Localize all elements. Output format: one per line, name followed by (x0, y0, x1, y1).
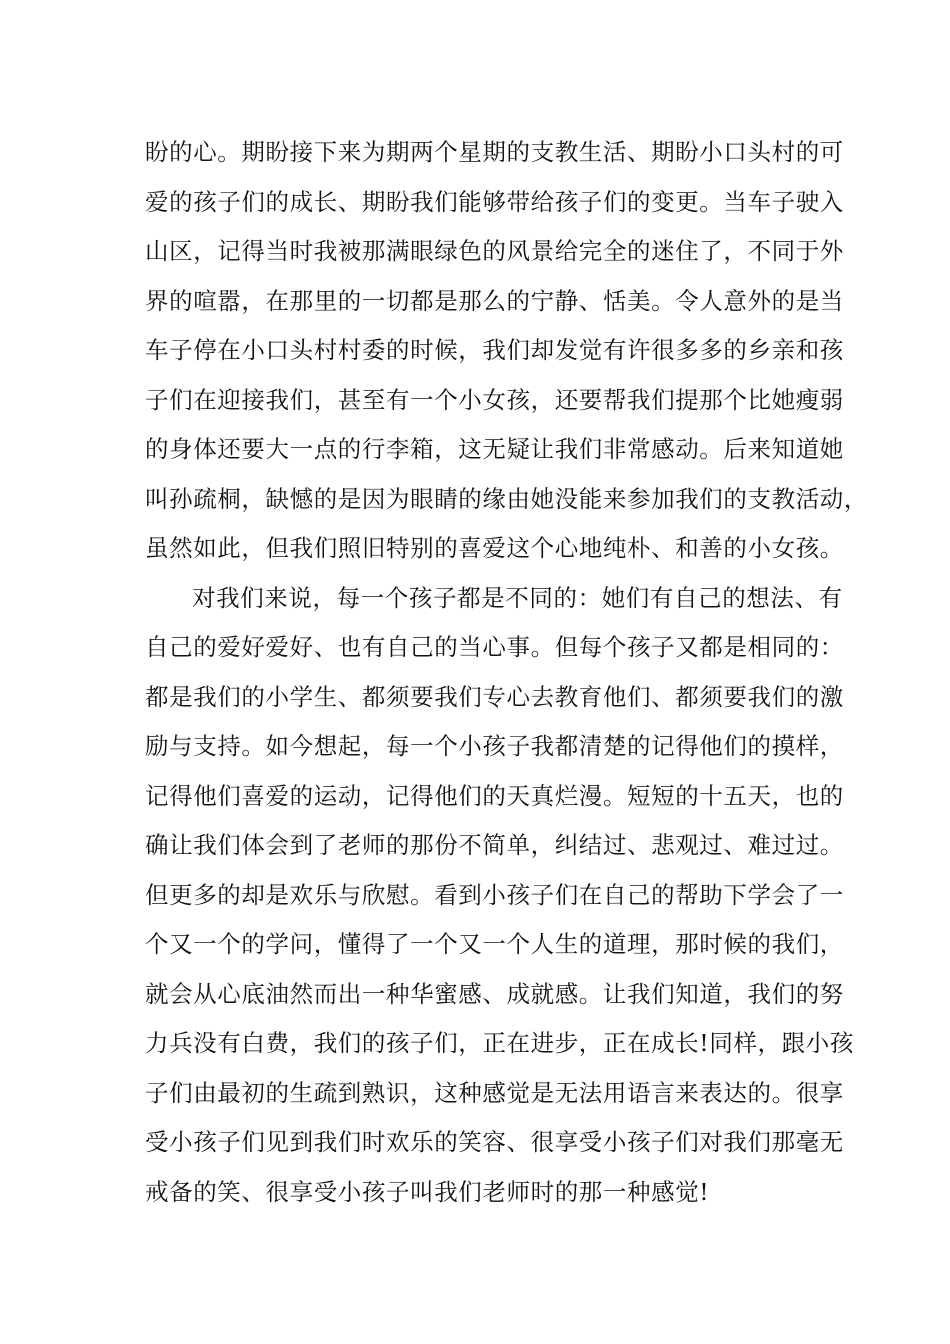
text-line: 山区，记得当时我被那满眼绿色的风景给完全的迷住了，不同于外 (145, 237, 844, 265)
text-line: 个又一个的学问，懂得了一个又一个人生的道理，那时候的我们， (145, 930, 844, 958)
text-line: 对我们来说，每一个孩子都是不同的：她们有自己的想法、有 (192, 583, 843, 612)
text-line: 力兵没有白费，我们的孩子们，正在进步，正在成长!同样，跟小孩 (145, 1029, 854, 1057)
text-line: 虽然如此，但我们照旧特别的喜爱这个心地纯朴、和善的小女孩。 (145, 534, 844, 562)
text-line: 自己的爱好爱好、也有自己的当心事。但每个孩子又都是相同的： (145, 633, 844, 661)
text-line: 叫孙疏桐，缺憾的是因为眼睛的缘由她没能来参加我们的支教活动， (145, 484, 868, 513)
text-line: 励与支持。如今想起，每一个小孩子我都清楚的记得他们的摸样， (145, 732, 844, 760)
document-body (145, 128, 868, 1217)
text-line: 确让我们体会到了老师的那份不简单，纠结过、悲观过、难过过。 (145, 831, 844, 859)
text-line: 戒备的笑、很享受小孩子叫我们老师时的那一种感觉! (145, 1177, 710, 1206)
text-line: 子们由最初的生疏到熟识，这种感觉是无法用语言来表达的。很享 (145, 1078, 844, 1107)
text-line: 但更多的却是欢乐与欣慰。看到小孩子们在自己的帮助下学会了一 (145, 880, 844, 909)
text-line: 都是我们的小学生、都须要我们专心去教育他们、都须要我们的激 (145, 682, 844, 711)
text-line: 子们在迎接我们，甚至有一个小女孩，还要帮我们提那个比她瘦弱 (145, 385, 844, 414)
text-line: 的身体还要大一点的行李箱，这无疑让我们非常感动。后来知道她 (145, 435, 844, 463)
paragraph-2 (145, 574, 854, 1218)
paragraph-1 (145, 128, 868, 574)
text-line: 界的喧嚣，在那里的一切都是那么的宁静、恬美。令人意外的是当 (145, 286, 844, 315)
text-line: 盼的心。期盼接下来为期两个星期的支教生活、期盼小口头村的可 (145, 138, 844, 166)
text-line: 就会从心底油然而出一种华蜜感、成就感。让我们知道，我们的努 (145, 979, 844, 1008)
text-line: 爱的孩子们的成长、期盼我们能够带给孩子们的变更。当车子驶入 (145, 187, 844, 216)
text-line: 受小孩子们见到我们时欢乐的笑容、很享受小孩子们对我们那毫无 (145, 1128, 844, 1156)
text-line: 车子停在小口头村村委的时候，我们却发觉有许很多多的乡亲和孩 (145, 336, 844, 364)
text-line: 记得他们喜爱的运动，记得他们的天真烂漫。短短的十五天，也的 (145, 781, 844, 810)
